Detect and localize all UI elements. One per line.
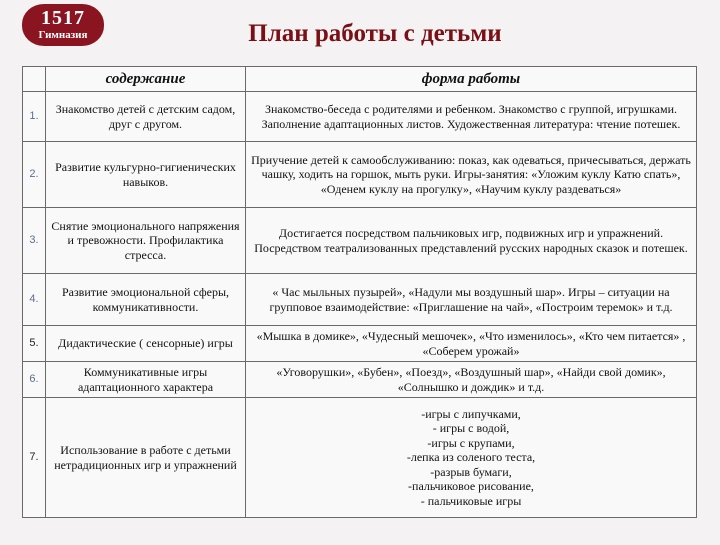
row-form <box>246 398 697 518</box>
form-list-item: -лепка из соленого теста, <box>406 450 536 465</box>
header-num <box>23 67 46 92</box>
logo-name: Гимназия <box>38 29 88 41</box>
table-row <box>23 362 697 398</box>
row-form: «Уговорушки», «Бубен», «Поезд», «Воздушный шар», «Найди свой домик», «Солнышко и дождик» и т.д. <box>246 362 697 398</box>
form-list-item: -пальчиковое рисование, <box>408 479 534 494</box>
table-row <box>23 398 697 518</box>
row-number: 4. <box>23 274 46 326</box>
row-content: Дидактические ( сенсорные) игры <box>46 326 246 362</box>
row-form: « Час мыльных пузырей», «Надули мы воздушный шар». Игры – ситуации на групповое взаимодействие: «Приглашение на чай», «Построим теремок» и т.д. <box>246 274 697 326</box>
row-content: Использование в работе с детьми нетрадиционных игр и упражнений <box>46 398 246 518</box>
page-title: План работы с детьми <box>248 20 502 47</box>
form-list-item: -игры с крупами, <box>427 435 515 450</box>
row-content: Коммуникативные игры адаптационного характера <box>46 362 246 398</box>
table-row <box>23 274 697 326</box>
row-number: 6. <box>23 362 46 398</box>
row-content: Развитие кульгурно-гигиенических навыков. <box>46 142 246 208</box>
row-number: 7. <box>23 398 46 518</box>
row-number: 2. <box>23 142 46 208</box>
logo-number: 1517 <box>41 7 85 29</box>
row-content: Снятие эмоционального напряжения и тревожности. Профилактика стресса. <box>46 208 246 274</box>
header-form: форма работы <box>246 67 697 92</box>
row-content: Знакомство детей с детским садом, друг с другом. <box>46 92 246 142</box>
form-list-item: -игры с липучками, <box>421 406 521 421</box>
row-form: Знакомство-беседа с родителями и ребенком. Знакомство с группой, игрушками. Заполнение адаптационных листов. Художественная литература: чтение потешек. <box>246 92 697 142</box>
row-form: Приучение детей к самообслуживанию: показ, как одеваться, причесываться, держать чашку, ходить на горшок, мыть руки. Игры-занятия: «Уложим куклу Катю спать», «Оденем куклу на прогулку», «Научим куклу раздеваться» <box>246 142 697 208</box>
header-content: содержание <box>46 67 246 92</box>
table-header-row <box>23 67 697 92</box>
form-list-item: - игры с водой, <box>432 421 510 436</box>
form-list-item: - пальчиковые игры <box>420 493 522 508</box>
row-number: 1. <box>23 92 46 142</box>
table-row <box>23 208 697 274</box>
row-form: Достигается посредством пальчиковых игр, подвижных игр и упражнений. Посредством театрализованных представлений русских народных сказок и потешек. <box>246 208 697 274</box>
table-row <box>23 142 697 208</box>
row-content: Развитие эмоциональной сферы, коммуникативности. <box>46 274 246 326</box>
table-row <box>23 326 697 362</box>
row-form: «Мышка в домике», «Чудесный мешочек», «Что изменилось», «Кто чем питается» , «Соберем урожай» <box>246 326 697 362</box>
row-number: 3. <box>23 208 46 274</box>
table-row <box>23 92 697 142</box>
work-plan-table <box>22 66 697 518</box>
row-number: 5. <box>23 326 46 362</box>
form-list-item: -разрыв бумаги, <box>430 464 512 479</box>
